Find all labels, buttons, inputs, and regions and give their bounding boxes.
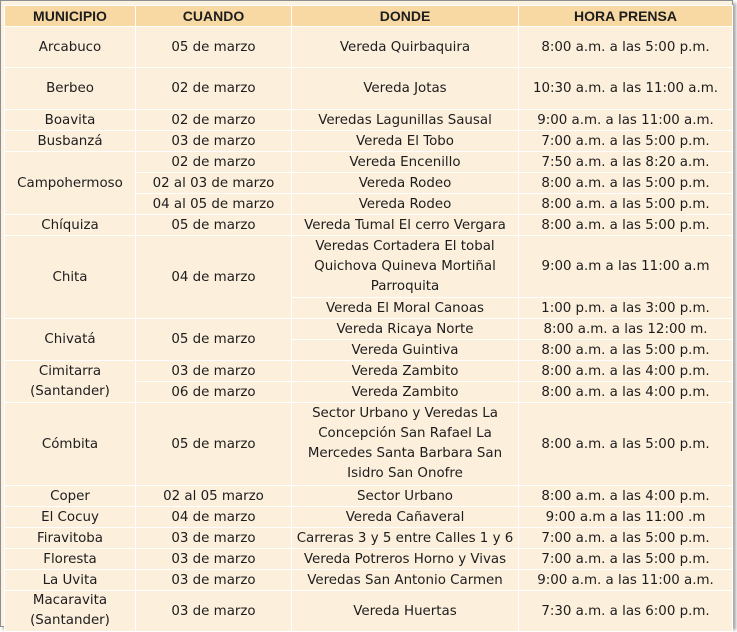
table-row <box>5 549 733 570</box>
cell-hora: 7:30 a.m. a las 6:00 p.m. <box>519 591 733 632</box>
cell-donde: Veredas Lagunillas Sausal <box>292 110 519 131</box>
cell-hora: 8:00 a.m. a las 5:00 p.m. <box>519 403 733 486</box>
cell-donde: Sector Urbano y Veredas La Concepción San Rafael La Mercedes Santa Barbara San Isidro San Onofre <box>292 403 519 486</box>
cell-donde: Sector Urbano <box>292 486 519 507</box>
table-row <box>5 591 733 632</box>
cell-donde: Veredas Cortadera El tobal Quichova Quineva Mortiñal Parroquita <box>292 236 519 298</box>
cell-donde: Vereda Quirbaquira <box>292 27 519 68</box>
table-row <box>5 131 733 152</box>
cell-hora: 8:00 a.m. a las 5:00 p.m. <box>519 173 733 194</box>
cell-municipio: Chivatá <box>5 319 136 361</box>
cell-cuando: 03 de marzo <box>136 591 292 632</box>
cell-cuando: 02 al 03 de marzo <box>136 173 292 194</box>
header-hora-prensa: HORA PRENSA <box>519 6 733 27</box>
table-row <box>5 486 733 507</box>
cell-donde: Carreras 3 y 5 entre Calles 1 y 6 <box>292 528 519 549</box>
cell-municipio: Coper <box>5 486 136 507</box>
table-row <box>5 68 733 110</box>
cell-municipio: Firavitoba <box>5 528 136 549</box>
cell-cuando: 02 de marzo <box>136 68 292 110</box>
cell-donde: Vereda Jotas <box>292 68 519 110</box>
cell-hora: 9:00 a.m a las 11:00 .m <box>519 507 733 528</box>
cell-cuando: 03 de marzo <box>136 131 292 152</box>
table-row <box>5 361 733 382</box>
table-row <box>5 507 733 528</box>
table-row <box>5 403 733 486</box>
cell-hora: 10:30 a.m. a las 11:00 a.m. <box>519 68 733 110</box>
cell-hora: 8:00 a.m. a las 5:00 p.m. <box>519 194 733 215</box>
cell-donde: Vereda El Tobo <box>292 131 519 152</box>
cell-hora: 7:00 a.m. a las 5:00 p.m. <box>519 131 733 152</box>
cell-donde: Vereda Potreros Horno y Vivas <box>292 549 519 570</box>
cell-cuando: 03 de marzo <box>136 528 292 549</box>
cell-hora: 9:00 a.m a las 11:00 a.m <box>519 236 733 298</box>
cell-cuando: 05 de marzo <box>136 403 292 486</box>
header-municipio: MUNICIPIO <box>5 6 136 27</box>
table-row <box>5 570 733 591</box>
cell-cuando: 05 de marzo <box>136 27 292 68</box>
cell-hora: 1:00 p.m. a las 3:00 p.m. <box>519 298 733 319</box>
cell-cuando: 04 de marzo <box>136 507 292 528</box>
cell-cuando: 05 de marzo <box>136 319 292 361</box>
table-row <box>5 528 733 549</box>
cell-municipio: Busbanzá <box>5 131 136 152</box>
cell-hora: 9:00 a.m. a las 11:00 a.m. <box>519 570 733 591</box>
cell-cuando: 06 de marzo <box>136 382 292 403</box>
table-row <box>5 27 733 68</box>
cell-hora: 8:00 a.m. a las 4:00 p.m. <box>519 361 733 382</box>
cell-municipio: Arcabuco <box>5 27 136 68</box>
cell-municipio: Chita <box>5 236 136 319</box>
cell-municipio: Floresta <box>5 549 136 570</box>
cell-municipio: Cómbita <box>5 403 136 486</box>
cell-municipio: Cimitarra (Santander) <box>5 361 136 403</box>
cell-donde: Veredas San Antonio Carmen <box>292 570 519 591</box>
cell-cuando: 02 de marzo <box>136 152 292 173</box>
cell-hora: 8:00 a.m. a las 4:00 p.m. <box>519 486 733 507</box>
cell-municipio: Campohermoso <box>5 152 136 215</box>
cell-donde: Vereda Rodeo <box>292 173 519 194</box>
cell-municipio: Boavita <box>5 110 136 131</box>
cell-cuando: 04 de marzo <box>136 236 292 319</box>
cell-cuando: 03 de marzo <box>136 361 292 382</box>
cell-municipio: Berbeo <box>5 68 136 110</box>
header-row <box>5 6 733 27</box>
cell-hora: 8:00 a.m. a las 12:00 m. <box>519 319 733 340</box>
cell-cuando: 05 de marzo <box>136 215 292 236</box>
cell-donde: Vereda Guintiva <box>292 340 519 361</box>
table-row <box>5 152 733 173</box>
cell-municipio: La Uvita <box>5 570 136 591</box>
cell-municipio: Chíquiza <box>5 215 136 236</box>
cell-cuando: 04 al 05 de marzo <box>136 194 292 215</box>
schedule-table <box>4 5 733 632</box>
cell-donde: Vereda Encenillo <box>292 152 519 173</box>
cell-donde: Vereda Zambito <box>292 382 519 403</box>
cell-hora: 7:50 a.m. a las 8:20 a.m. <box>519 152 733 173</box>
cell-donde: Vereda Huertas <box>292 591 519 632</box>
header-donde: DONDE <box>292 6 519 27</box>
cell-hora: 8:00 a.m. a las 4:00 p.m. <box>519 382 733 403</box>
cell-hora: 7:00 a.m. a las 5:00 p.m. <box>519 528 733 549</box>
cell-cuando: 03 de marzo <box>136 549 292 570</box>
table-row <box>5 215 733 236</box>
cell-donde: Vereda Tumal El cerro Vergara <box>292 215 519 236</box>
cell-municipio: El Cocuy <box>5 507 136 528</box>
table-row <box>5 110 733 131</box>
cell-cuando: 03 de marzo <box>136 570 292 591</box>
cell-cuando: 02 al 05 marzo <box>136 486 292 507</box>
cell-hora: 8:00 a.m. a las 5:00 p.m. <box>519 27 733 68</box>
cell-hora: 8:00 a.m. a las 5:00 p.m. <box>519 340 733 361</box>
table-row <box>5 319 733 340</box>
cell-donde: Vereda Cañaveral <box>292 507 519 528</box>
cell-donde: Vereda Ricaya Norte <box>292 319 519 340</box>
cell-municipio: Macaravita (Santander) <box>5 591 136 632</box>
cell-hora: 9:00 a.m. a las 11:00 a.m. <box>519 110 733 131</box>
header-cuando: CUANDO <box>136 6 292 27</box>
cell-hora: 7:00 a.m. a las 5:00 p.m. <box>519 549 733 570</box>
cell-donde: Vereda Zambito <box>292 361 519 382</box>
cell-cuando: 02 de marzo <box>136 110 292 131</box>
cell-donde: Vereda Rodeo <box>292 194 519 215</box>
cell-hora: 8:00 a.m. a las 5:00 p.m. <box>519 215 733 236</box>
table-row <box>5 236 733 298</box>
cell-donde: Vereda El Moral Canoas <box>292 298 519 319</box>
